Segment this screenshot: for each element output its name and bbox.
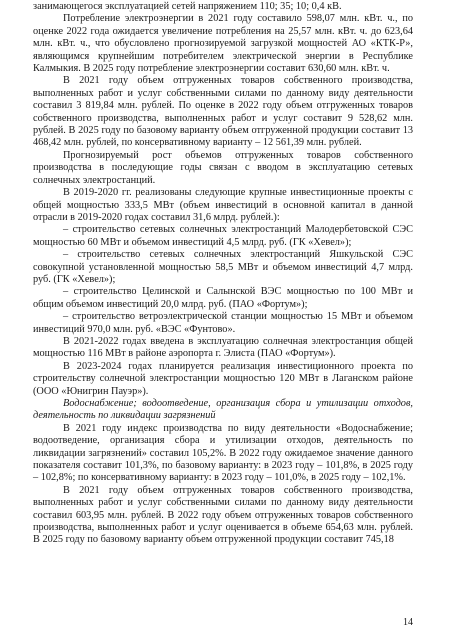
section-heading-water-supply: Водоснабжение; водоотведение, организация сбора и утилизации отходов, деятельность по ликвидации загрязнений bbox=[33, 398, 413, 422]
list-item-funtovo: – строительство ветроэлектрической станции мощностью 15 МВт и объемом инвестиций 970,0 млн. руб. «ВЭС «Фунтово». bbox=[33, 311, 413, 335]
paragraph-continuation: занимающегося эксплуатацией сетей напряжением 110; 35; 10; 0,4 кВ. bbox=[33, 1, 342, 12]
paragraph-laganskiy-project: В 2023-2024 годах планируется реализация инвестиционного проекта по строительству солнечной электростанции мощностью 120 МВт в Лаганском районе (ООО «Юнигрин Пауэр»). bbox=[33, 360, 413, 397]
list-item-malyderbetovskaya: – строительство сетевых солнечных электростанций Малодербетовской СЭС мощностью 60 МВт и объемом инвестиций 4,5 млрд. руб. (ГК «Хевел»); bbox=[33, 224, 413, 248]
paragraph-electricity-consumption: Потребление электроэнергии в 2021 году составило 598,07 млн. кВт. ч., по оценке 2022 года ожидается увеличение потребления на 25,57 млн. кВт. ч. до 623,64 млн. кВт. ч., что обусловлено прогнозируемой загрузкой мощностей АО «КТК-Р», являющимся крупнейшим потребителем электрической энергии в Республике Калмыкия. В 2025 году потребление электроэнергии составит 630,60 млн. кВт. ч. bbox=[33, 13, 413, 75]
list-item-yashkulskaya: – строительство сетевых солнечных электростанций Яшкульской СЭС совокупной установленной мощностью 58,5 МВт и объемом инвестиций 4,7 млрд. руб. (ГК «Хевел»); bbox=[33, 249, 413, 285]
paragraph-solar-elista: В 2021-2022 годах введена в эксплуатацию солнечная электростанция общей мощностью 116 МВт в районе аэропорта г. Элиста (ПАО «Фортум»). bbox=[33, 335, 413, 360]
list-item-tselinskaya-salynskaya: – строительство Целинской и Салынской ВЭС мощностью по 100 МВт и общим объемом инвестиций 20,0 млрд. руб. (ПАО «Фортум»); bbox=[33, 286, 413, 310]
paragraph-production-index: В 2021 году индекс производства по виду деятельности «Водоснабжение; водоотведение, организация сбора и утилизации отходов, деятельность по ликвидации загрязнений» составил 105,2%. В 2022 году ожидаемое значение данного показателя составит 101,3%, по базовому варианту: в 2023 году – 101,8%, в 2025 году – 102,8%; по консервативному варианту: в 2023 году – 101,0%, в 2025 году – 102,1%. bbox=[33, 422, 413, 484]
paragraph-shipped-goods-energy: В 2021 году объем отгруженных товаров собственного производства, выполненных работ и услуг собственными силами по данному виду деятельности составил 3 819,84 млн. рублей. По оценке в 2022 году объем отгруженных товаров собственного производства, выполненных работ и услуг составит 9 528,62 млн. рублей. В 2025 году по базовому варианту объем отгруженной продукции составит 13 468,42 млн. рублей, по консервативному варианту – 12 561,39 млн. рублей. bbox=[33, 75, 413, 149]
paragraph-shipped-goods-water: В 2021 году объем отгруженных товаров собственного производства, выполненных работ и услуг собственными силами по данному виду деятельности составил 603,95 млн. рублей. В 2022 году объем отгруженных товаров собственного производства, выполненных работ и услуг оценивается в объеме 654,63 млн. рублей. В 2025 году по базовому варианту объем отгруженной продукции составит 745,18 bbox=[33, 484, 413, 546]
page-number: 14 bbox=[403, 617, 413, 628]
paragraph-investment-projects: В 2019-2020 гг. реализованы следующие крупные инвестиционные проекты с общей мощностью 333,5 МВт (объем инвестиций в основной капитал в данной отрасли в 2019-2020 годах составил 31,6 млрд. рублей.): bbox=[33, 187, 413, 223]
paragraph-growth-forecast: Прогнозируемый рост объемов отгруженных товаров собственного производства в последующие годы связан с вводом в эксплуатацию сетевых солнечных электростанций. bbox=[33, 149, 413, 186]
